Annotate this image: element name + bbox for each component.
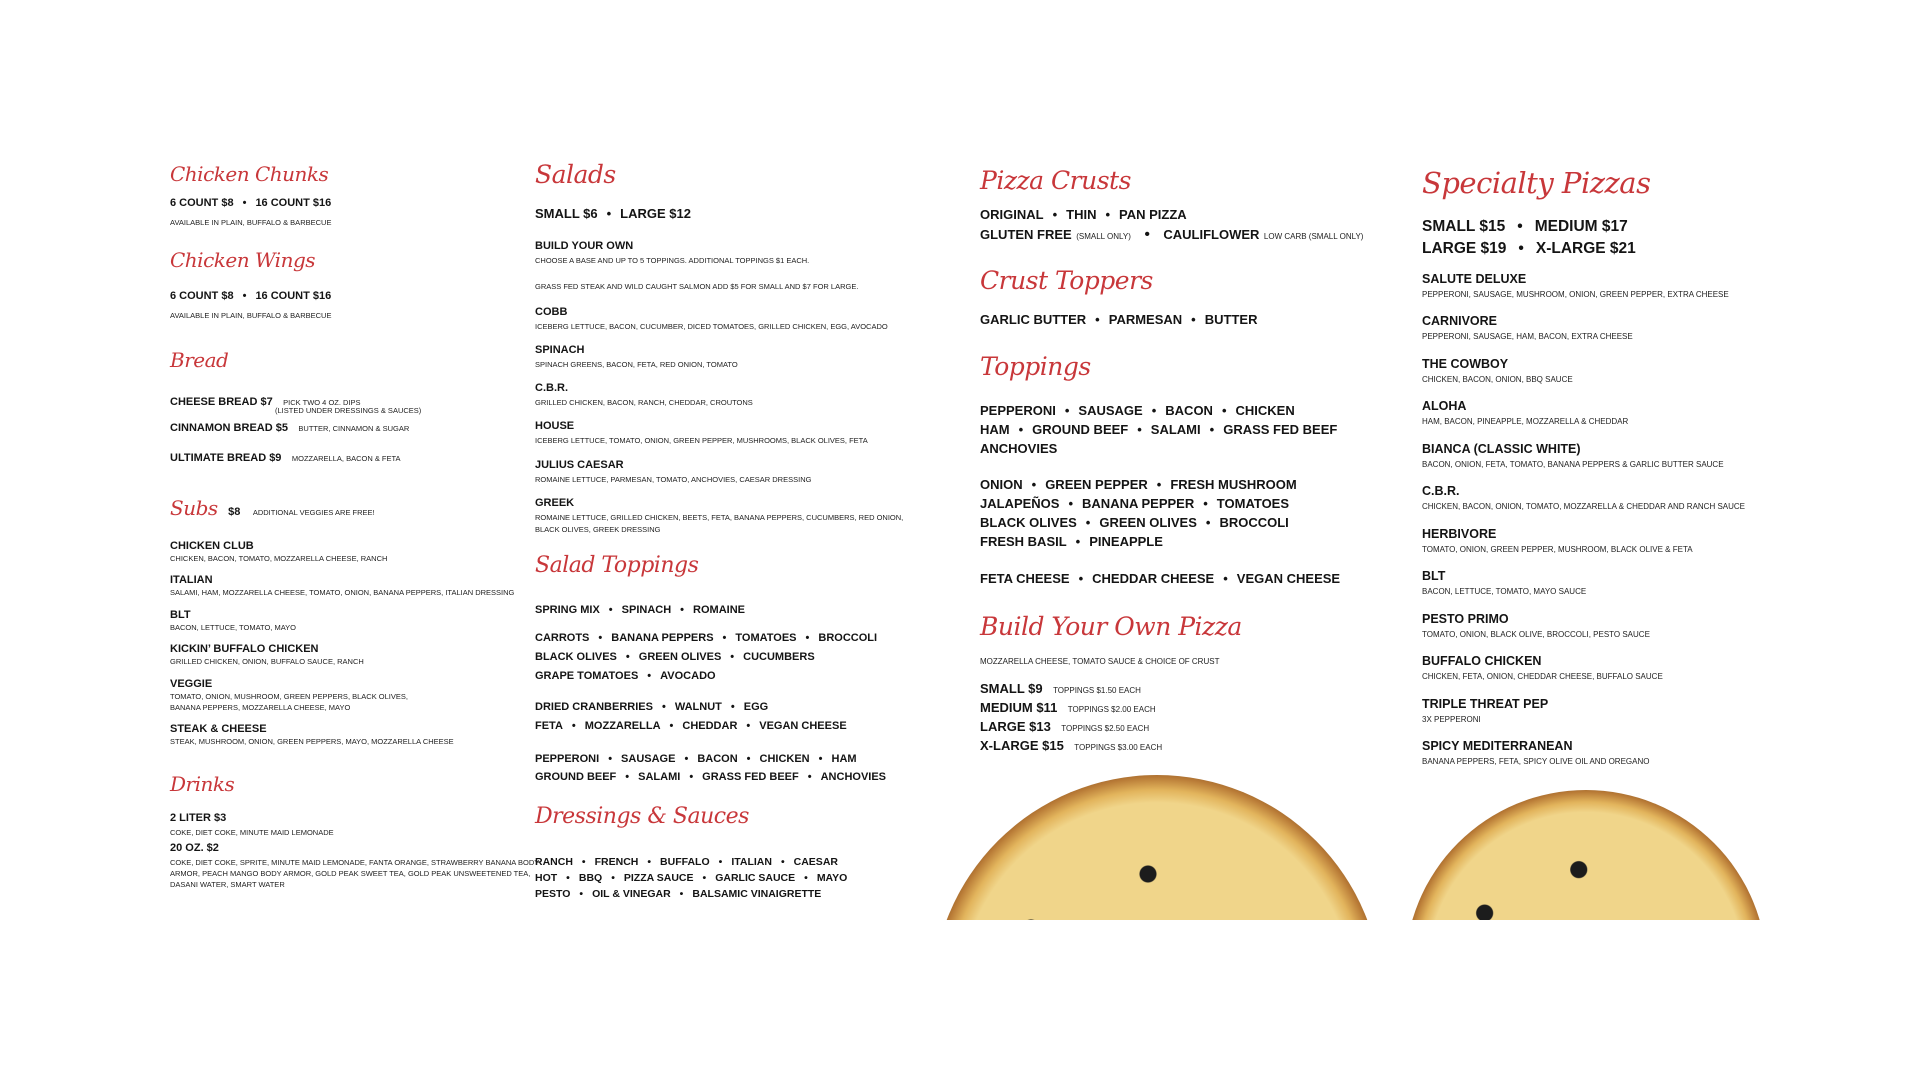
- specialty-pizza-name: CARNIVORE: [1422, 314, 1498, 328]
- specialty-pizza-desc: CHICKEN, FETA, ONION, CHEDDAR CHEESE, BUFFALO SAUCE: [1422, 672, 1663, 681]
- subs-note: ADDITIONAL VEGGIES ARE FREE!: [252, 508, 375, 517]
- ultimate-bread-name: ULTIMATE BREAD $9: [170, 452, 282, 464]
- sub-desc-2: BANANA PEPPERS, MOZZARELLA CHEESE, MAYO: [170, 703, 351, 712]
- cheese-bread-name: CHEESE BREAD $7: [170, 396, 273, 408]
- twenty-oz-desc-3: DASANI WATER, SMART WATER: [170, 880, 285, 889]
- toppings-line: FRESH BASIL • PINEAPPLE: [980, 534, 1163, 549]
- salad-toppings-line: BLACK OLIVES • GREEN OLIVES • CUCUMBERS: [535, 651, 815, 663]
- toppings-line: PEPPERONI • SAUSAGE • BACON • CHICKEN: [980, 403, 1295, 418]
- sub-desc: SALAMI, HAM, MOZZARELLA CHEESE, TOMATO, ONION, BANANA PEPPERS, ITALIAN DRESSING: [170, 588, 515, 597]
- cinnamon-bread-item: [170, 418, 409, 436]
- salad-toppings-line: GROUND BEEF • SALAMI • GRASS FED BEEF • ANCHOVIES: [535, 771, 887, 783]
- specialty-pizza-desc: CHICKEN, BACON, ONION, TOMATO, MOZZARELLA & CHEDDAR AND RANCH SAUCE: [1422, 502, 1746, 511]
- toppings-line: FETA CHEESE • CHEDDAR CHEESE • VEGAN CHEESE: [980, 571, 1341, 586]
- sub-desc: STEAK, MUSHROOM, ONION, GREEN PEPPERS, MAYO, MOZZARELLA CHEESE: [170, 737, 454, 746]
- specialty-pizza-name: PESTO PRIMO: [1422, 612, 1509, 626]
- specialty-prices-1: SMALL $15 • MEDIUM $17: [1422, 218, 1628, 235]
- byo-size: LARGE $13 TOPPINGS $2.50 EACH: [980, 719, 1150, 734]
- dressings-heading: Dressings & Sauces: [535, 804, 749, 829]
- specialty-pizza-desc: HAM, BACON, PINEAPPLE, MOZZARELLA & CHEDDAR: [1422, 417, 1629, 426]
- specialty-pizza-desc: TOMATO, ONION, BLACK OLIVE, BROCCOLI, PESTO SAUCE: [1422, 630, 1650, 639]
- toppings-line: JALAPEÑOS • BANANA PEPPER • TOMATOES: [980, 496, 1290, 511]
- cheese-bread-desc: PICK TWO 4 OZ. DIPS: [283, 398, 361, 407]
- specialty-pizza-name: HERBIVORE: [1422, 527, 1497, 541]
- salad-name: COBB: [535, 306, 568, 318]
- cinnamon-bread-desc: BUTTER, CINNAMON & SUGAR: [298, 424, 410, 433]
- byo-salad-desc-2: GRASS FED STEAK AND WILD CAUGHT SALMON ADD $5 FOR SMALL AND $7 FOR LARGE.: [535, 282, 859, 291]
- toppings-line: ONION • GREEN PEPPER • FRESH MUSHROOM: [980, 477, 1297, 492]
- salad-toppings-line: FETA • MOZZARELLA • CHEDDAR • VEGAN CHEESE: [535, 720, 847, 732]
- specialty-pizza-desc: CHICKEN, BACON, ONION, BBQ SAUCE: [1422, 375, 1573, 384]
- sub-desc: BACON, LETTUCE, TOMATO, MAYO: [170, 623, 296, 632]
- sauces-line: PESTO • OIL & VINEGAR • BALSAMIC VINAIGRETTE: [535, 888, 822, 900]
- salad-toppings-line: DRIED CRANBERRIES • WALNUT • EGG: [535, 701, 769, 713]
- specialty-pizza-desc: BACON, ONION, FETA, TOMATO, BANANA PEPPERS & GARLIC BUTTER SAUCE: [1422, 460, 1724, 469]
- byo-salad-desc: CHOOSE A BASE AND UP TO 5 TOPPINGS. ADDITIONAL TOPPINGS $1 EACH.: [535, 256, 810, 265]
- drinks-heading: Drinks: [170, 772, 235, 796]
- specialty-pizza-name: BLT: [1422, 569, 1446, 583]
- pizza-photo: [927, 775, 1387, 920]
- sauces-line: RANCH • FRENCH • BUFFALO • ITALIAN • CAESAR: [535, 856, 838, 868]
- subs-price: $8: [228, 506, 241, 518]
- specialty-pizza-name: BUFFALO CHICKEN: [1422, 654, 1542, 668]
- salad-desc: ROMAINE LETTUCE, GRILLED CHICKEN, BEETS, FETA, BANANA PEPPERS, CUCUMBERS, RED ONION,: [535, 513, 904, 522]
- pizza-crusts-heading: Pizza Crusts: [980, 166, 1131, 195]
- specialty-pizza-name: THE COWBOY: [1422, 357, 1509, 371]
- specialty-pizza-name: SPICY MEDITERRANEAN: [1422, 739, 1573, 753]
- ultimate-bread-desc: MOZZARELLA, BACON & FETA: [291, 454, 401, 463]
- specialty-pizza-desc: BANANA PEPPERS, FETA, SPICY OLIVE OIL AND OREGANO: [1422, 757, 1650, 766]
- salad-toppings-line: PEPPERONI • SAUSAGE • BACON • CHICKEN • HAM: [535, 753, 857, 765]
- chicken-wings-prices: 6 COUNT $8 • 16 COUNT $16: [170, 290, 332, 302]
- toppings-line: ANCHOVIES: [980, 441, 1058, 456]
- ultimate-bread-item: [170, 448, 401, 466]
- salad-toppings-heading: Salad Toppings: [535, 553, 699, 578]
- sub-name: ITALIAN: [170, 574, 213, 586]
- twenty-oz-desc: COKE, DIET COKE, SPRITE, MINUTE MAID LEMONADE, FANTA ORANGE, STRAWBERRY BANANA BODY: [170, 858, 540, 867]
- chicken-chunks-note: AVAILABLE IN PLAIN, BUFFALO & BARBECUE: [170, 218, 332, 227]
- chicken-chunks-prices: 6 COUNT $8 • 16 COUNT $16: [170, 197, 332, 209]
- salad-toppings-line: GRAPE TOMATOES • AVOCADO: [535, 670, 716, 682]
- salad-name: HOUSE: [535, 420, 575, 432]
- specialty-pizza-name: TRIPLE THREAT PEP: [1422, 697, 1549, 711]
- twenty-oz-desc-2: ARMOR, PEACH MANGO BODY ARMOR, GOLD PEAK SWEET TEA, GOLD PEAK UNSWEETENED TEA,: [170, 869, 531, 878]
- salads-prices: SMALL $6 • LARGE $12: [535, 206, 691, 221]
- salads-heading: Salads: [535, 160, 616, 189]
- specialty-pizza-desc: BACON, LETTUCE, TOMATO, MAYO SAUCE: [1422, 587, 1587, 596]
- sub-name: CHICKEN CLUB: [170, 540, 254, 552]
- salad-toppings-line: SPRING MIX • SPINACH • ROMAINE: [535, 604, 745, 616]
- toppings-heading: Toppings: [980, 352, 1091, 381]
- two-liter-name: 2 LITER $3: [170, 812, 227, 824]
- crusts-line-2: GLUTEN FREE (SMALL ONLY) • CAULIFLOWER LOW CARB (SMALL ONLY): [980, 226, 1364, 243]
- sub-name: STEAK & CHEESE: [170, 723, 267, 735]
- crust-toppers-heading: Crust Toppers: [980, 266, 1153, 295]
- toppings-line: HAM • GROUND BEEF • SALAMI • GRASS FED BEEF: [980, 422, 1338, 437]
- specialty-pizza-desc: 3X PEPPERONI: [1422, 715, 1481, 724]
- byo-size: SMALL $9 TOPPINGS $1.50 EACH: [980, 681, 1141, 696]
- salad-name: GREEK: [535, 497, 575, 509]
- salad-name: C.B.R.: [535, 382, 568, 394]
- chicken-wings-note: AVAILABLE IN PLAIN, BUFFALO & BARBECUE: [170, 311, 332, 320]
- toppings-line: BLACK OLIVES • GREEN OLIVES • BROCCOLI: [980, 515, 1289, 530]
- sub-desc: GRILLED CHICKEN, ONION, BUFFALO SAUCE, RANCH: [170, 657, 364, 666]
- specialty-prices-2: LARGE $19 • X-LARGE $21: [1422, 240, 1636, 257]
- bread-heading: Bread: [170, 348, 229, 372]
- specialty-pizza-desc: TOMATO, ONION, GREEN PEPPER, MUSHROOM, BLACK OLIVE & FETA: [1422, 545, 1693, 554]
- salad-toppings-line: CARROTS • BANANA PEPPERS • TOMATOES • BROCCOLI: [535, 632, 878, 644]
- sub-name: VEGGIE: [170, 678, 213, 690]
- byo-pizza-note: MOZZARELLA CHEESE, TOMATO SAUCE & CHOICE OF CRUST: [980, 657, 1220, 666]
- specialty-pizza-desc: PEPPERONI, SAUSAGE, MUSHROOM, ONION, GREEN PEPPER, EXTRA CHEESE: [1422, 290, 1729, 299]
- twenty-oz-name: 20 OZ. $2: [170, 842, 219, 854]
- specialty-pizza-name: SALUTE DELUXE: [1422, 272, 1527, 286]
- salad-desc: ROMAINE LETTUCE, PARMESAN, TOMATO, ANCHOVIES, CAESAR DRESSING: [535, 475, 812, 484]
- chicken-chunks-heading: Chicken Chunks: [170, 162, 329, 186]
- crust-toppers-line: GARLIC BUTTER • PARMESAN • BUTTER: [980, 312, 1258, 327]
- sauces-line: HOT • BBQ • PIZZA SAUCE • GARLIC SAUCE • MAYO: [535, 872, 848, 884]
- subs-heading: Subs: [170, 496, 218, 520]
- subs-header: [170, 496, 375, 520]
- byo-salad-name: BUILD YOUR OWN: [535, 240, 634, 252]
- cheese-bread-desc-2: (LISTED UNDER DRESSINGS & SAUCES): [275, 406, 422, 415]
- sub-name: KICKIN’ BUFFALO CHICKEN: [170, 643, 319, 655]
- specialty-pizza-photo: [1405, 790, 1767, 920]
- byo-size: X-LARGE $15 TOPPINGS $3.00 EACH: [980, 738, 1163, 753]
- cinnamon-bread-name: CINNAMON BREAD $5: [170, 422, 288, 434]
- salad-name: JULIUS CAESAR: [535, 459, 624, 471]
- specialty-pizza-name: C.B.R.: [1422, 484, 1460, 498]
- specialty-pizza-name: BIANCA (CLASSIC WHITE): [1422, 442, 1581, 456]
- crusts-line-1: ORIGINAL • THIN • PAN PIZZA: [980, 207, 1187, 222]
- salad-desc: ICEBERG LETTUCE, BACON, CUCUMBER, DICED TOMATOES, GRILLED CHICKEN, EGG, AVOCADO: [535, 322, 888, 331]
- sub-name: BLT: [170, 609, 191, 621]
- chicken-wings-heading: Chicken Wings: [170, 248, 316, 272]
- specialty-pizzas-heading: Specialty Pizzas: [1422, 166, 1651, 200]
- salad-desc: GRILLED CHICKEN, BACON, RANCH, CHEDDAR, CROUTONS: [535, 398, 753, 407]
- sub-desc: TOMATO, ONION, MUSHROOM, GREEN PEPPERS, BLACK OLIVES,: [170, 692, 408, 701]
- two-liter-desc: COKE, DIET COKE, MINUTE MAID LEMONADE: [170, 828, 334, 837]
- build-your-own-pizza-heading: Build Your Own Pizza: [980, 612, 1242, 641]
- specialty-pizza-name: ALOHA: [1422, 399, 1467, 413]
- salad-desc: ICEBERG LETTUCE, TOMATO, ONION, GREEN PEPPER, MUSHROOMS, BLACK OLIVES, FETA: [535, 436, 868, 445]
- byo-size: MEDIUM $11 TOPPINGS $2.00 EACH: [980, 700, 1156, 715]
- salad-desc-2: BLACK OLIVES, GREEK DRESSING: [535, 525, 661, 534]
- salad-name: SPINACH: [535, 344, 585, 356]
- salad-desc: SPINACH GREENS, BACON, FETA, RED ONION, TOMATO: [535, 360, 738, 369]
- sub-desc: CHICKEN, BACON, TOMATO, MOZZARELLA CHEESE, RANCH: [170, 554, 388, 563]
- specialty-pizza-desc: PEPPERONI, SAUSAGE, HAM, BACON, EXTRA CHEESE: [1422, 332, 1633, 341]
